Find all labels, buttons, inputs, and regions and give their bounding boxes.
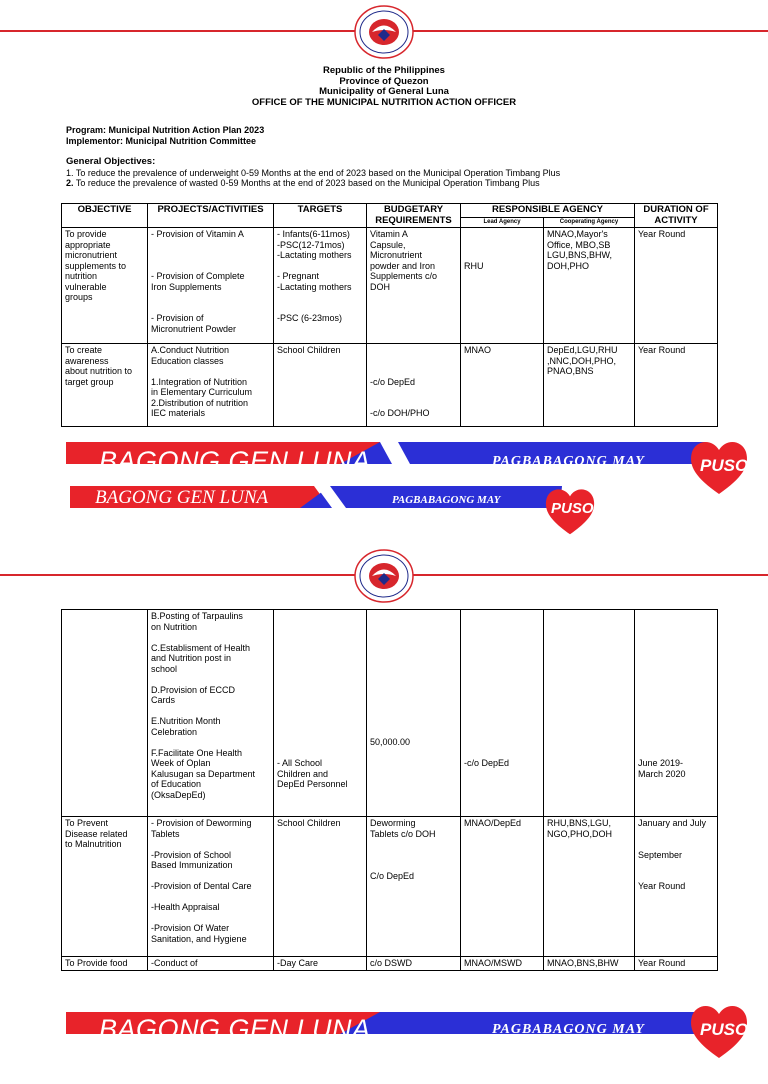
table-row bbox=[62, 817, 718, 957]
cell-projects: B.Posting of Tarpaulins on Nutrition C.Establisment of Health and Nutrition post in school D.Provision of ECCD Cards E.Nutrition Month Celebration F.Facilitate One Health Week of Oplan Kalusugan sa Department of Education (OksaDepEd) bbox=[148, 610, 274, 817]
cell-targets: School Children bbox=[274, 817, 367, 957]
banner-title-large: BAGONG GEN LUNA bbox=[99, 446, 371, 476]
cell-objective: To Provide food bbox=[62, 957, 148, 971]
banner-tagline-large: PAGBABAGONG MAY bbox=[492, 1022, 645, 1037]
cell-budget: c/o DSWD bbox=[367, 957, 461, 971]
header-projects: PROJECTS/ACTIVITIES bbox=[148, 204, 274, 228]
cell-targets: -Day Care bbox=[274, 957, 367, 971]
cell-objective: To Prevent Disease related to Malnutrition bbox=[62, 817, 148, 957]
cell-budget: 50,000.00 bbox=[367, 610, 461, 817]
cell-duration: June 2019- March 2020 bbox=[635, 610, 718, 817]
cell-lead: MNAO bbox=[461, 344, 544, 427]
action-plan-table-page-2 bbox=[61, 609, 718, 971]
bagong-gen-luna-banner bbox=[0, 438, 768, 528]
table-row bbox=[62, 228, 718, 344]
document-header bbox=[0, 66, 768, 108]
bagong-gen-luna-banner-bottom bbox=[0, 994, 768, 1084]
cell-budget: Deworming Tablets c/o DOH C/o DepEd bbox=[367, 817, 461, 957]
action-plan-table-page-1 bbox=[61, 203, 718, 427]
header-lead-agency: Lead Agency bbox=[461, 217, 544, 227]
cell-objective: To create awareness about nutrition to target group bbox=[62, 344, 148, 427]
objective-item: 1. To reduce the prevalence of underweight 0-59 Months at the end of 2023 based on the Municipal Operation Timbang Plus bbox=[66, 167, 561, 178]
municipal-seal-icon bbox=[354, 549, 414, 603]
header-targets: TARGETS bbox=[274, 204, 367, 228]
cell-cooperating: MNAO,Mayor's Office, MBO,SB LGU,BNS,BHW, DOH,PHO bbox=[544, 228, 635, 344]
cell-budget: Vitamin A Capsule, Micronutrient powder and Iron Supplements c/o DOH bbox=[367, 228, 461, 344]
municipal-seal-icon bbox=[354, 5, 414, 59]
cell-cooperating: RHU,BNS,LGU, NGO,PHO,DOH bbox=[544, 817, 635, 957]
cell-projects: - Provision of Deworming Tablets -Provision of School Based Immunization -Provision of Dental Care -Health Appraisal -Provision Of Water Sanitation, and Hygiene bbox=[148, 817, 274, 957]
cell-cooperating: DepEd,LGU,RHU ,NNC,DOH,PHO, PNAO,BNS bbox=[544, 344, 635, 427]
banner-title-small: BAGONG GEN LUNA bbox=[95, 487, 269, 508]
banner-title-large: BAGONG GEN LUNA bbox=[99, 1014, 371, 1044]
objective-item: 2. To reduce the prevalence of wasted 0-59 Months at the end of 2023 based on the Municipal Operation Timbang Plus bbox=[66, 178, 540, 188]
header-cooperating-agency: Cooperating Agency bbox=[544, 217, 635, 227]
cell-projects: -Conduct of bbox=[148, 957, 274, 971]
document-page-2 bbox=[0, 548, 768, 1044]
cell-duration: Year Round bbox=[635, 228, 718, 344]
cell-targets: - Infants(6-11mos) -PSC(12-71mos) -Lactating mothers - Pregnant -Lactating mothers -PSC (6-23mos) bbox=[274, 228, 367, 344]
puso-heart-icon: PUSO bbox=[688, 438, 750, 496]
cell-objective bbox=[62, 610, 148, 817]
cell-lead: -c/o DepEd bbox=[461, 610, 544, 817]
header-municipality: Municipality of General Luna bbox=[319, 86, 449, 97]
cell-cooperating bbox=[544, 610, 635, 817]
cell-duration: January and July September Year Round bbox=[635, 817, 718, 957]
header-objective: OBJECTIVE bbox=[62, 204, 148, 228]
objectives-title: General Objectives: bbox=[66, 156, 156, 167]
program-line: Program: Municipal Nutrition Action Plan 2023 bbox=[66, 125, 265, 135]
general-objectives bbox=[66, 157, 560, 189]
cell-projects: - Provision of Vitamin A - Provision of Complete Iron Supplements - Provision of Micronutrient Powder bbox=[148, 228, 274, 344]
puso-heart-small-icon: PUSO bbox=[541, 486, 599, 536]
cell-duration: Year Round bbox=[635, 344, 718, 427]
cell-budget: -c/o DepEd -c/o DOH/PHO bbox=[367, 344, 461, 427]
cell-targets: School Children bbox=[274, 344, 367, 427]
cell-lead: MNAO/DepEd bbox=[461, 817, 544, 957]
header-republic: Republic of the Philippines bbox=[323, 65, 445, 76]
table-row bbox=[62, 957, 718, 971]
cell-targets: - All School Children and DepEd Personnel bbox=[274, 610, 367, 817]
cell-duration: Year Round bbox=[635, 957, 718, 971]
banner-tagline-small: PAGBABAGONG MAY bbox=[392, 494, 501, 506]
table-row bbox=[62, 344, 718, 427]
header-province: Province of Quezon bbox=[339, 75, 429, 87]
header-office: OFFICE OF THE MUNICIPAL NUTRITION ACTION OFFICER bbox=[251, 96, 517, 108]
header-duration: DURATION OF ACTIVITY bbox=[635, 204, 718, 228]
cell-lead: RHU bbox=[461, 228, 544, 344]
header-budget: BUDGETARY REQUIREMENTS bbox=[367, 204, 461, 228]
cell-objective: To provide appropriate micronutrient supplements to nutrition vulnerable groups bbox=[62, 228, 148, 344]
puso-heart-icon: PUSO bbox=[688, 1002, 750, 1060]
table-row bbox=[62, 610, 718, 817]
implementor-line: Implementor: Municipal Nutrition Committee bbox=[66, 136, 257, 146]
header-responsible-agency: RESPONSIBLE AGENCY bbox=[461, 204, 635, 218]
banner-tagline-large: PAGBABAGONG MAY bbox=[492, 454, 645, 469]
cell-lead: MNAO/MSWD bbox=[461, 957, 544, 971]
cell-cooperating: MNAO,BNS,BHW bbox=[544, 957, 635, 971]
cell-projects: A.Conduct Nutrition Education classes 1.Integration of Nutrition in Elementary Curriculum 2.Distribution of nutrition IEC materials bbox=[148, 344, 274, 427]
